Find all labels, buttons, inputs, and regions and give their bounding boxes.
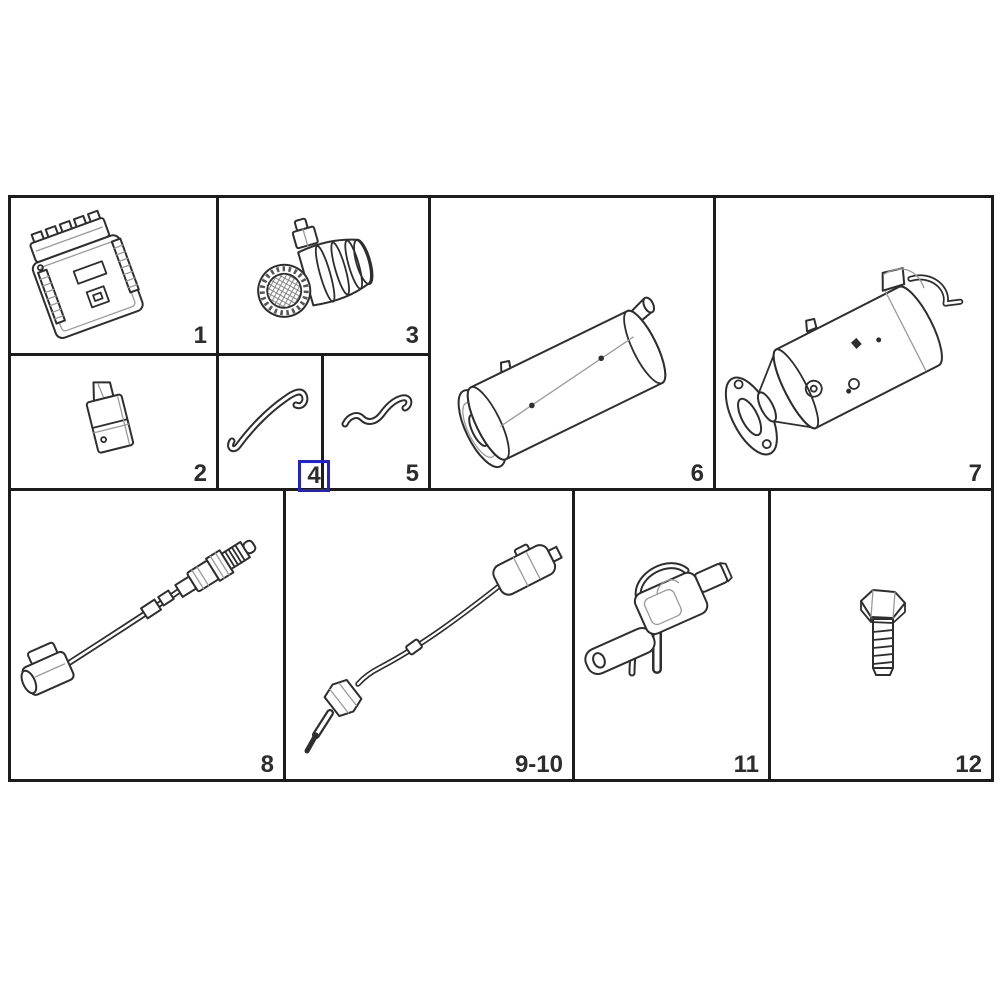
selected-part-highlight-box[interactable] [298,460,330,492]
part-cell-1[interactable] [11,198,216,350]
muffler-icon [431,198,713,488]
pressure-sensor-small-icon [11,356,216,488]
part-cell-4[interactable] [219,356,321,488]
part-number-label: 9-10 [514,751,563,778]
part-number-label: 2 [193,460,207,487]
mass-air-flow-sensor-icon [219,198,428,350]
oxygen-sensor-icon [11,491,283,779]
part-cell-11[interactable] [575,491,768,779]
part-cell-6[interactable] [431,198,713,488]
part-number-label: 6 [690,460,704,487]
part-cell-8[interactable] [11,491,283,779]
part-cell-9-10[interactable] [286,491,572,779]
part-number-label: 4 [307,462,321,489]
part-cell-5[interactable] [324,356,428,488]
exhaust-pressure-sensor-icon [575,491,768,779]
part-cell-2[interactable] [11,356,216,488]
part-cell-3[interactable] [219,198,428,350]
engine-control-module-icon [11,198,216,350]
part-number-label: 1 [193,322,207,349]
bolt-icon [771,491,991,779]
part-number-label: 7 [968,460,982,487]
part-cell-7[interactable] [716,198,991,488]
part-cell-12[interactable] [771,491,991,779]
part-number-label: 8 [260,751,274,778]
grid-line-right [991,195,994,782]
diesel-particulate-filter-icon [716,198,991,488]
grid-line-bottom [8,779,994,782]
part-number-label: 12 [955,751,982,778]
part-number-label: 5 [405,460,419,487]
part-number-label: 3 [405,322,419,349]
exhaust-gas-temperature-sensor-icon [286,491,572,779]
part-number-label: 11 [733,751,759,778]
